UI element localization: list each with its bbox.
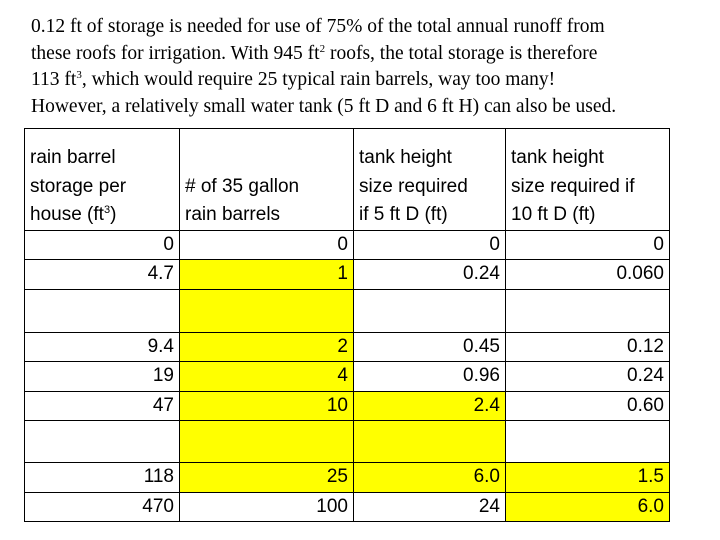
header-line: 10 ft D (ft) — [511, 204, 596, 225]
intro-line-4-text: However, a relatively small water tank (5 ft D and 6 ft H) can also be used. — [31, 95, 617, 117]
header-superscript: 3 — [103, 204, 111, 216]
header-line: tank height — [359, 147, 452, 168]
cell-tank-5ft-highlighted — [354, 421, 506, 463]
table-row — [25, 362, 670, 392]
intro-line-2-text-a: these roofs for irrigation. With 945 ft — [31, 42, 320, 64]
intro-line-2-text-b: roofs, the total storage is therefore — [325, 42, 598, 64]
cell-tank-10ft-highlighted: 1.5 — [506, 463, 670, 493]
header-line: tank height — [511, 147, 604, 168]
cell-storage: 470 — [25, 492, 180, 522]
cell-barrels-highlighted — [180, 289, 354, 332]
header-line: rain barrel — [30, 147, 116, 168]
cell-storage: 9.4 — [25, 332, 180, 362]
header-line: storage per — [30, 175, 127, 197]
header-line: if 5 ft D (ft) — [359, 204, 448, 225]
intro-line-2 — [31, 41, 701, 68]
header-line-text: house (ft — [30, 204, 104, 225]
cell-storage: 118 — [25, 463, 180, 493]
table-row-spacer — [25, 289, 670, 332]
intro-line-3 — [31, 67, 701, 94]
header-line: rain barrels — [185, 204, 281, 225]
header-tank-height-5ft — [354, 129, 506, 231]
cell-tank-5ft: 0.96 — [354, 362, 506, 392]
cell-storage: 0 — [25, 230, 180, 260]
intro-line-1 — [31, 14, 701, 41]
header-line: size required — [359, 175, 468, 197]
storage-table — [24, 128, 670, 522]
intro-line-3-text-b: , which would require 25 typical rain barrels, way too many! — [81, 69, 556, 90]
cell-tank-10ft: 0 — [506, 230, 670, 260]
header-line-tail: ) — [110, 204, 117, 225]
header-rain-barrel-storage — [25, 129, 180, 231]
cell-tank-5ft — [354, 289, 506, 332]
cell-tank-10ft — [506, 421, 670, 463]
cell-tank-10ft: 0.60 — [506, 391, 670, 421]
table-row — [25, 463, 670, 493]
header-line: # of 35 gallon — [185, 175, 300, 197]
header-tank-height-10ft — [506, 129, 670, 231]
superscript-3: 3 — [76, 69, 82, 81]
table-row — [25, 492, 670, 522]
cell-tank-10ft: 0.24 — [506, 362, 670, 392]
intro-line-1-text: 0.12 ft of storage is needed for use of 75% of the total annual runoff from — [31, 16, 605, 37]
cell-barrels-highlighted: 25 — [180, 463, 354, 493]
cell-tank-5ft: 0.45 — [354, 332, 506, 362]
cell-barrels-highlighted: 2 — [180, 332, 354, 362]
cell-barrels-highlighted: 10 — [180, 391, 354, 421]
cell-tank-10ft: 0.060 — [506, 260, 670, 290]
table-row — [25, 391, 670, 421]
cell-tank-5ft: 0.24 — [354, 260, 506, 290]
cell-storage — [25, 289, 180, 332]
table-row — [25, 332, 670, 362]
cell-storage: 19 — [25, 362, 180, 392]
cell-storage — [25, 421, 180, 463]
header-line: size required if — [511, 175, 635, 197]
intro-paragraph — [31, 14, 701, 120]
table-row-spacer — [25, 421, 670, 463]
superscript-2: 2 — [319, 42, 326, 55]
table-row — [25, 230, 670, 260]
cell-tank-5ft: 24 — [354, 492, 506, 522]
cell-barrels: 100 — [180, 492, 354, 522]
cell-tank-5ft-highlighted: 6.0 — [354, 463, 506, 493]
cell-barrels-highlighted: 1 — [180, 260, 354, 290]
intro-line-4 — [31, 94, 701, 121]
table-header-row — [25, 129, 670, 231]
cell-tank-5ft-highlighted: 2.4 — [354, 391, 506, 421]
intro-line-3-text-a: 113 ft — [31, 69, 77, 90]
cell-tank-10ft-highlighted: 6.0 — [506, 492, 670, 522]
header-number-of-barrels — [180, 129, 354, 231]
cell-tank-10ft: 0.12 — [506, 332, 670, 362]
header-line — [30, 201, 174, 230]
cell-tank-5ft: 0 — [354, 230, 506, 260]
cell-tank-10ft — [506, 289, 670, 332]
table-row — [25, 260, 670, 290]
cell-storage: 47 — [25, 391, 180, 421]
cell-barrels: 0 — [180, 230, 354, 260]
cell-barrels-highlighted: 4 — [180, 362, 354, 392]
cell-barrels-highlighted — [180, 421, 354, 463]
cell-storage: 4.7 — [25, 260, 180, 290]
